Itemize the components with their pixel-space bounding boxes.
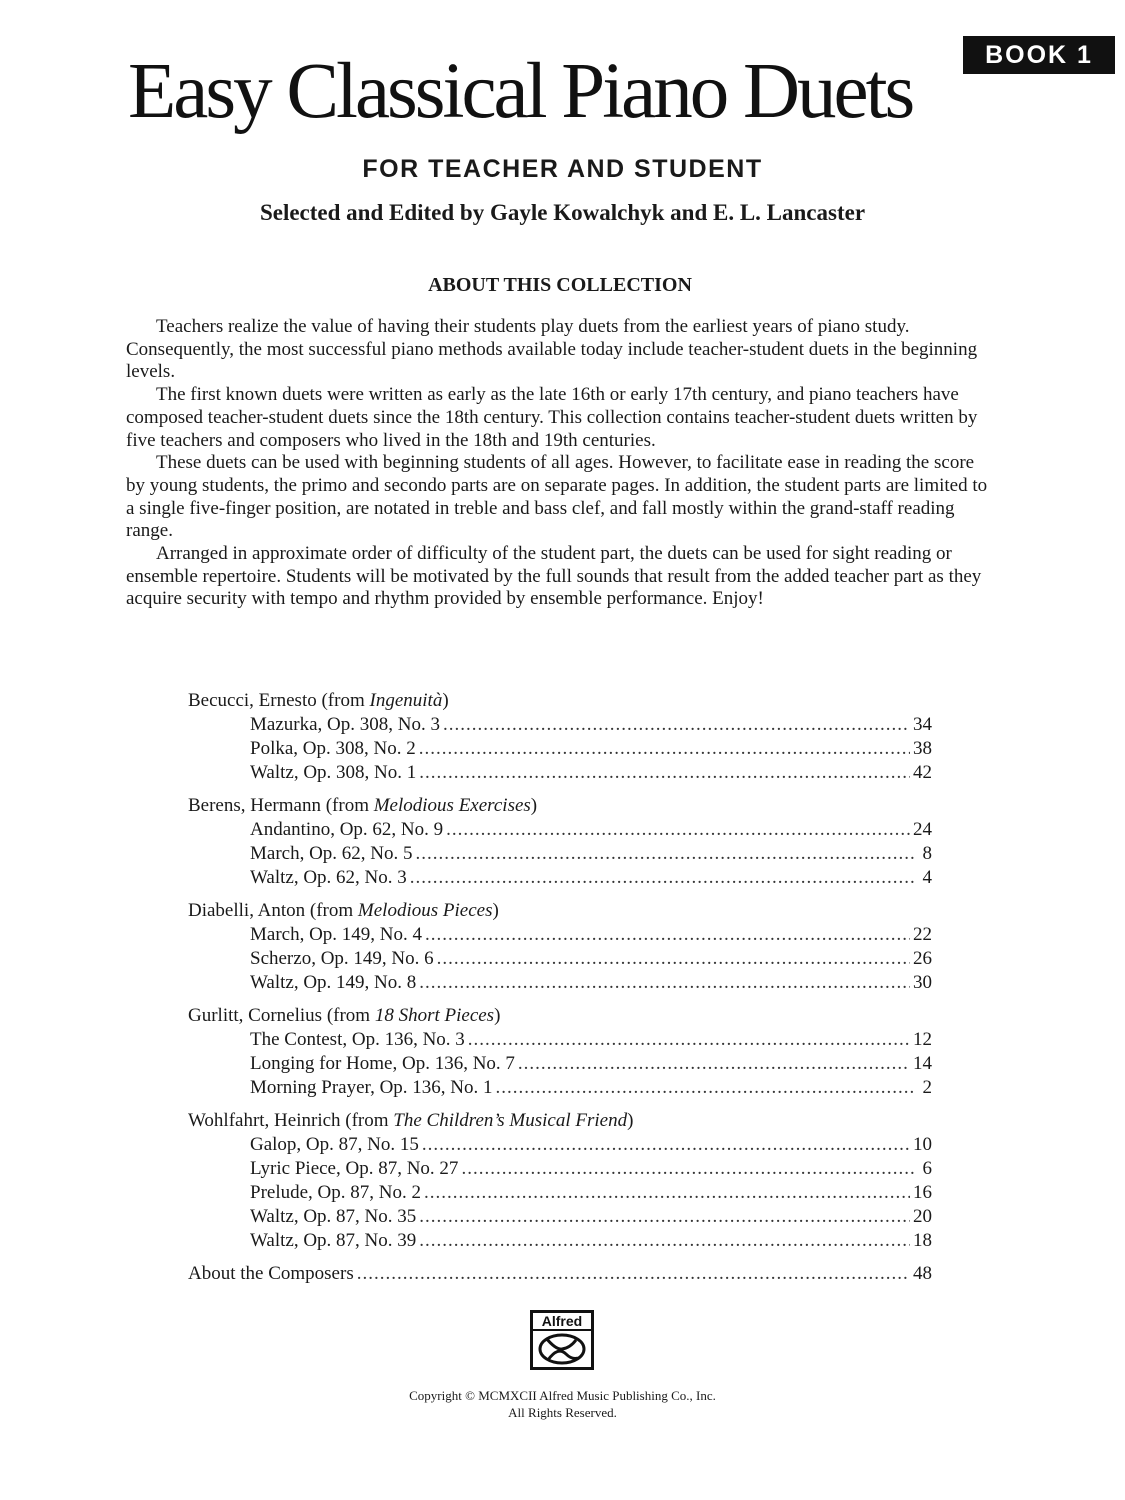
page-number: 14 bbox=[913, 1053, 932, 1074]
toc-entry bbox=[188, 737, 932, 761]
table-of-contents bbox=[188, 689, 932, 1286]
dot-leader bbox=[443, 713, 910, 737]
about-paragraph: The first known duets were written as early as the late 16th or early 17th century, and piano teachers have composed teacher-student duets since the 18th century. This collection contains teacher-student duets written by five teachers and composers who lived in the 18th and 19th centuries. bbox=[126, 384, 978, 451]
page-number: 42 bbox=[913, 762, 932, 783]
toc-composer-heading: Becucci, Ernesto (from Ingenuità) bbox=[188, 690, 449, 711]
toc-entry bbox=[188, 1181, 932, 1205]
toc-entry bbox=[188, 818, 932, 842]
composer-name: Berens, Hermann bbox=[188, 795, 321, 816]
piece-title: Waltz, Op. 87, No. 35 bbox=[250, 1206, 417, 1227]
toc-entry bbox=[188, 1205, 932, 1229]
toc-about-composers bbox=[188, 1262, 932, 1286]
composer-name: Wohlfahrt, Heinrich bbox=[188, 1110, 341, 1131]
dot-leader bbox=[419, 1205, 910, 1229]
about-composers-label: About the Composers bbox=[188, 1263, 354, 1284]
about-heading: ABOUT THIS COLLECTION bbox=[428, 274, 692, 296]
dot-leader bbox=[419, 1229, 910, 1253]
book-title: Easy Classical Piano Duets bbox=[128, 48, 913, 135]
rights-line: All Rights Reserved. bbox=[508, 1405, 617, 1420]
collection-title: Melodious Exercises bbox=[373, 795, 531, 816]
page-number: 4 bbox=[922, 867, 932, 888]
logo-wordmark: Alfred bbox=[541, 1313, 583, 1329]
piece-title: March, Op. 149, No. 4 bbox=[250, 924, 423, 945]
dot-leader bbox=[496, 1076, 915, 1100]
page-number: 22 bbox=[913, 924, 932, 945]
toc-entry bbox=[188, 713, 932, 737]
piece-title: Galop, Op. 87, No. 15 bbox=[250, 1134, 419, 1155]
page-number: 26 bbox=[913, 948, 932, 969]
about-text bbox=[126, 316, 994, 611]
dot-leader bbox=[461, 1157, 915, 1181]
piece-title: Prelude, Op. 87, No. 2 bbox=[250, 1182, 421, 1203]
collection-title: Ingenuità bbox=[369, 690, 443, 711]
composer-name: Diabelli, Anton bbox=[188, 900, 306, 921]
page-number: 6 bbox=[922, 1158, 932, 1179]
toc-composer-heading: Diabelli, Anton (from Melodious Pieces) bbox=[188, 900, 499, 921]
collection-title: The Children’s Musical Friend bbox=[393, 1110, 628, 1131]
toc-entry bbox=[188, 842, 932, 866]
piece-title: The Contest, Op. 136, No. 3 bbox=[250, 1029, 465, 1050]
toc-entry bbox=[188, 923, 932, 947]
page-number: 16 bbox=[913, 1182, 932, 1203]
toc-composer-block bbox=[188, 794, 932, 890]
editors-credit: Selected and Edited by Gayle Kowalchyk and E. L. Lancaster bbox=[259, 200, 866, 225]
toc-entry bbox=[188, 971, 932, 995]
toc-entry bbox=[188, 1229, 932, 1253]
toc-composer-block bbox=[188, 1004, 932, 1100]
toc-entry bbox=[188, 1076, 932, 1100]
piece-title: Morning Prayer, Op. 136, No. 1 bbox=[250, 1077, 493, 1098]
collection-title: Melodious Pieces bbox=[357, 900, 493, 921]
piece-title: Waltz, Op. 149, No. 8 bbox=[250, 972, 417, 993]
dot-leader bbox=[419, 761, 910, 785]
about-paragraph: Teachers realize the value of having their students play duets from the earliest years of piano study. Consequently, the most successful piano methods available today include teacher-student duets in the beginning levels. bbox=[126, 316, 978, 383]
page-number: 10 bbox=[913, 1134, 932, 1155]
dot-leader bbox=[424, 1181, 910, 1205]
dot-leader bbox=[437, 947, 910, 971]
dot-leader bbox=[518, 1052, 910, 1076]
dot-leader bbox=[422, 1133, 910, 1157]
dot-leader bbox=[425, 923, 910, 947]
about-paragraph: Arranged in approximate order of difficulty of the student part, the duets can be used for sight reading or ensemble repertoire. Students will be motivated by the full sounds that result from the added teacher part as they acquire security with tempo and rhythm provided by ensemble performance. Enjoy! bbox=[126, 543, 982, 610]
dot-leader bbox=[357, 1262, 910, 1286]
page-number: 12 bbox=[913, 1029, 932, 1050]
toc-entry bbox=[188, 1028, 932, 1052]
page-number: 24 bbox=[913, 819, 932, 840]
piece-title: Waltz, Op. 62, No. 3 bbox=[250, 867, 407, 888]
composer-name: Gurlitt, Cornelius bbox=[188, 1005, 323, 1026]
page-number: 2 bbox=[922, 1077, 932, 1098]
toc-composer-block bbox=[188, 1109, 932, 1253]
page-number: 30 bbox=[913, 972, 932, 993]
toc-composer-block bbox=[188, 689, 932, 785]
dot-leader bbox=[468, 1028, 910, 1052]
toc-composer-heading: Wohlfahrt, Heinrich (from The Children’s Musical Friend) bbox=[188, 1110, 634, 1131]
dot-leader bbox=[416, 842, 915, 866]
toc-entry bbox=[188, 866, 932, 890]
piece-title: March, Op. 62, No. 5 bbox=[250, 843, 413, 864]
piece-title: Waltz, Op. 308, No. 1 bbox=[250, 762, 417, 783]
composer-name: Becucci, Ernesto bbox=[188, 690, 317, 711]
page-number: 48 bbox=[913, 1263, 932, 1284]
dot-leader bbox=[419, 971, 910, 995]
about-paragraph: These duets can be used with beginning students of all ages. However, to facilitate ease in reading the score by young students, the primo and secondo parts are on separate pages. In addition, the student parts are limited to a single five-finger position, are notated in treble and bass clef, and fall mostly within the grand-staff reading range. bbox=[126, 452, 988, 542]
piece-title: Waltz, Op. 87, No. 39 bbox=[250, 1230, 417, 1251]
toc-composer-heading: Berens, Hermann (from Melodious Exercises) bbox=[188, 795, 538, 816]
dot-leader bbox=[410, 866, 915, 890]
toc-entry bbox=[188, 1157, 932, 1181]
book-badge: BOOK 1 bbox=[963, 36, 1115, 74]
page-number: 18 bbox=[913, 1230, 932, 1251]
alfred-logo bbox=[530, 1310, 594, 1370]
dot-leader bbox=[446, 818, 910, 842]
page-number: 38 bbox=[913, 738, 932, 759]
collection-title: 18 Short Pieces bbox=[374, 1005, 495, 1026]
toc-entry bbox=[188, 1133, 932, 1157]
piece-title: Mazurka, Op. 308, No. 3 bbox=[250, 714, 440, 735]
piece-title: Polka, Op. 308, No. 2 bbox=[250, 738, 416, 759]
piece-title: Lyric Piece, Op. 87, No. 27 bbox=[250, 1158, 459, 1179]
piece-title: Scherzo, Op. 149, No. 6 bbox=[250, 948, 434, 969]
toc-entry bbox=[188, 761, 932, 785]
dot-leader bbox=[419, 737, 910, 761]
page-number: 34 bbox=[913, 714, 932, 735]
piece-title: Andantino, Op. 62, No. 9 bbox=[250, 819, 444, 840]
toc-composer-heading: Gurlitt, Cornelius (from 18 Short Pieces) bbox=[188, 1005, 501, 1026]
toc-entry bbox=[188, 1052, 932, 1076]
copyright-notice bbox=[0, 1387, 1125, 1421]
book-subtitle: FOR TEACHER AND STUDENT bbox=[362, 155, 763, 183]
toc-composer-block bbox=[188, 899, 932, 995]
copyright-line: Copyright © MCMXCII Alfred Music Publishing Co., Inc. bbox=[409, 1388, 716, 1403]
page-number: 20 bbox=[913, 1206, 932, 1227]
page-number: 8 bbox=[922, 843, 932, 864]
piece-title: Longing for Home, Op. 136, No. 7 bbox=[250, 1053, 515, 1074]
toc-entry bbox=[188, 947, 932, 971]
